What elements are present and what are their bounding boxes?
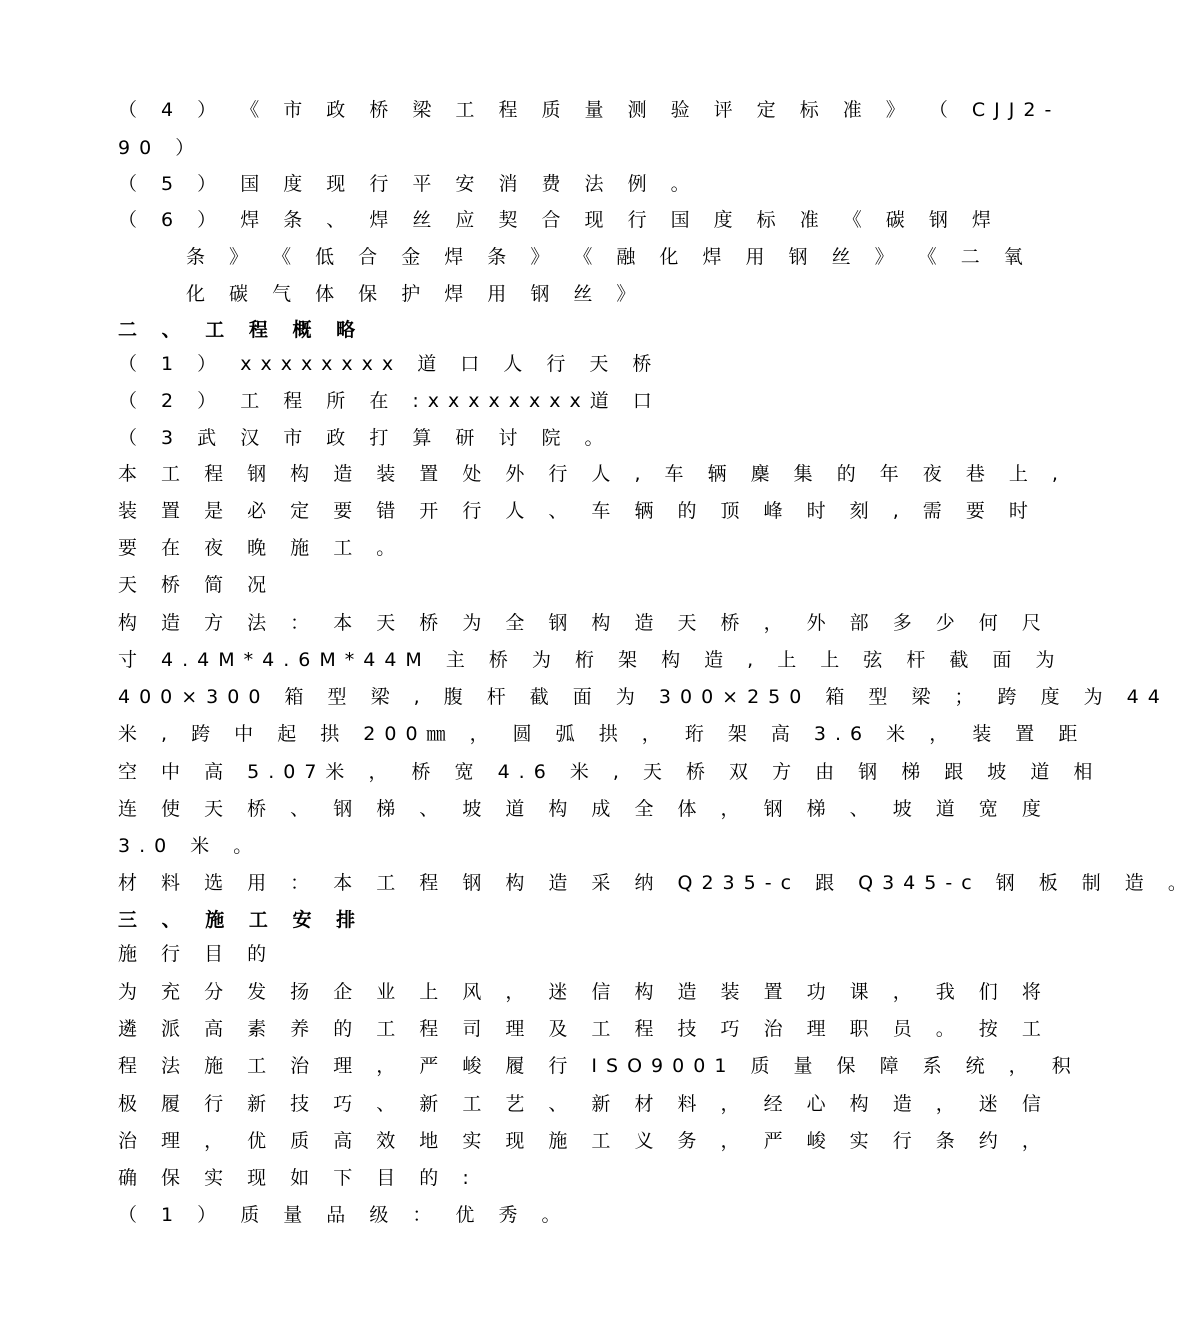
section-heading-3: 三 、 施 工 安 排 xyxy=(118,909,365,931)
standard-item-4-cont: 90 ） xyxy=(118,137,204,159)
paragraph-line: 400×300 箱 型 梁 , 腹 杆 截 面 为 300×250 箱 型 梁 ； 跨 度 为 44 xyxy=(118,686,1169,708)
standard-item-6: （ 6 ） 焊 条 、 焊 丝 应 契 合 现 行 国 度 标 准 《 碳 钢 焊 xyxy=(118,209,1000,231)
paragraph-line: 为 充 分 发 扬 企 业 上 风 ， 迷 信 构 造 装 置 功 课 ， 我 们 将 xyxy=(118,981,1050,1003)
objective-item-1: （ 1 ） 质 量 品 级 ： 优 秀 。 xyxy=(118,1204,570,1226)
standard-item-6-cont-2: 化 碳 气 体 保 护 焊 用 钢 丝 》 xyxy=(186,283,645,305)
paragraph-materials: 材 料 选 用 ： 本 工 程 钢 构 造 采 纳 Q235-c 跟 Q345-c 钢 板 制 造 。 xyxy=(118,872,1196,894)
paragraph-line: 治 理 ， 优 质 高 效 地 实 现 施 工 义 务 ， 严 峻 实 行 条 约 ， xyxy=(118,1130,1050,1152)
paragraph-line: 遴 派 高 素 养 的 工 程 司 理 及 工 程 技 巧 治 理 职 员 。 按 工 xyxy=(118,1018,1050,1040)
paragraph-line: 极 履 行 新 技 巧 、 新 工 艺 、 新 材 料 ， 经 心 构 造 ， 迷 信 xyxy=(118,1093,1050,1115)
paragraph-line: 本 工 程 钢 构 造 装 置 处 外 行 人 , 车 辆 麇 集 的 年 夜 巷 上 , xyxy=(118,463,1067,485)
paragraph-line: 装 置 是 必 定 要 错 开 行 人 、 车 辆 的 顶 峰 时 刻 , 需 要 时 xyxy=(118,500,1037,522)
paragraph-line: 米 , 跨 中 起 拱 200㎜ ， 圆 弧 拱 ， 珩 架 高 3.6 米 ， 装 置 距 xyxy=(118,723,1087,745)
paragraph-line: 程 法 施 工 治 理 ， 严 峻 履 行 ISO9001 质 量 保 障 系 统 ， 积 xyxy=(118,1055,1080,1077)
paragraph-line: 空 中 高 5.07米 ， 桥 宽 4.6 米 , 天 桥 双 方 由 钢 梯 跟 坡 道 相 xyxy=(118,761,1102,783)
standard-item-4: （ 4 ） 《 市 政 桥 梁 工 程 质 量 测 验 评 定 标 准 》 （ CJJ2- xyxy=(118,99,1061,121)
standard-item-5: （ 5 ） 国 度 现 行 平 安 消 费 法 例 。 xyxy=(118,173,699,195)
subheading-bridge-overview: 天 桥 简 况 xyxy=(118,574,276,596)
subheading-objectives: 施 行 目 的 xyxy=(118,943,276,965)
paragraph-line: 连 使 天 桥 、 钢 梯 、 坡 道 构 成 全 体 ， 钢 梯 、 坡 道 宽 度 xyxy=(118,798,1050,820)
paragraph-line: 构 造 方 法 ： 本 天 桥 为 全 钢 构 造 天 桥 ， 外 部 多 少 何 尺 xyxy=(118,612,1050,634)
paragraph-line: 3.0 米 。 xyxy=(118,835,262,857)
section-heading-2: 二 、 工 程 概 略 xyxy=(118,319,365,341)
paragraph-line: 寸 4.4M*4.6M*44M 主 桥 为 桁 架 构 造 , 上 上 弦 杆 截 面 为 xyxy=(118,649,1064,671)
overview-item-1: （ 1 ） xxxxxxxx 道 口 人 行 天 桥 xyxy=(118,353,661,375)
paragraph-line: 确 保 实 现 如 下 目 的 : xyxy=(118,1167,478,1189)
paragraph-line: 要 在 夜 晚 施 工 。 xyxy=(118,537,405,559)
overview-item-2: （ 2 ） 工 程 所 在 :xxxxxxxx道 口 xyxy=(118,390,661,412)
overview-item-3: （ 3 武 汉 市 政 打 算 研 讨 院 。 xyxy=(118,427,613,449)
standard-item-6-cont-1: 条 》 《 低 合 金 焊 条 》 《 融 化 焊 用 钢 丝 》 《 二 氧 xyxy=(186,246,1032,268)
